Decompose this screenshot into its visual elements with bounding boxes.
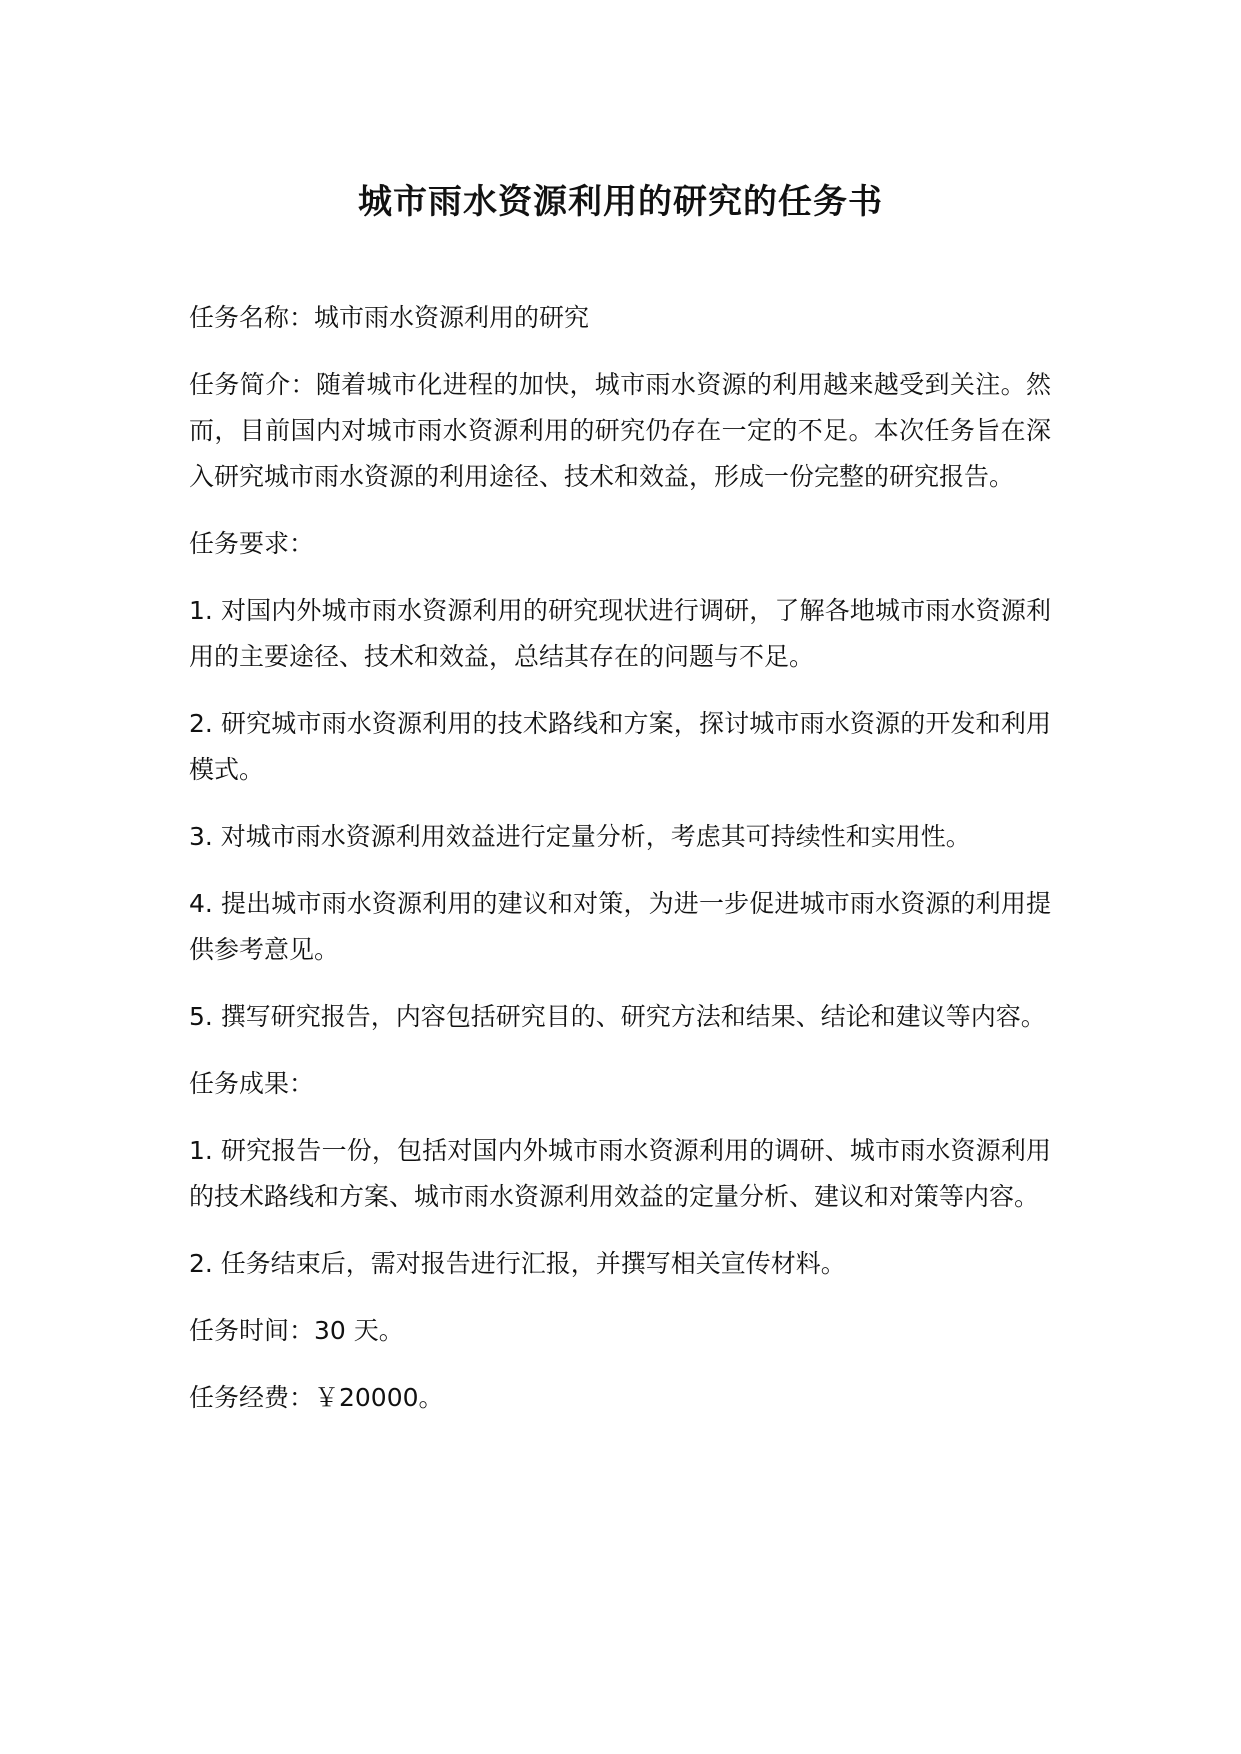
task-requirements-heading: 任务要求：: [189, 529, 315, 558]
task-time: 任务时间：30 天。: [189, 1316, 404, 1345]
requirement-item-3: 3. 对城市雨水资源利用效益进行定量分析，考虑其可持续性和实用性。: [189, 822, 971, 851]
document-body: [189, 295, 1051, 1442]
requirement-item-1: 1. 对国内外城市雨水资源利用的研究现状进行调研，了解各地城市雨水资源利用的主要途径、技术和效益，总结其存在的问题与不足。: [189, 596, 1051, 671]
requirement-item-2: 2. 研究城市雨水资源利用的技术路线和方案，探讨城市雨水资源的开发和利用模式。: [189, 709, 1051, 784]
result-item-2: 2. 任务结束后，需对报告进行汇报，并撰写相关宣传材料。: [189, 1249, 846, 1278]
task-budget: 任务经费：￥20000。: [189, 1383, 444, 1412]
requirement-item-5: 5. 撰写研究报告，内容包括研究目的、研究方法和结果、结论和建议等内容。: [189, 1002, 1046, 1031]
result-item-1: 1. 研究报告一份，包括对国内外城市雨水资源利用的调研、城市雨水资源利用的技术路线和方案、城市雨水资源利用效益的定量分析、建议和对策等内容。: [189, 1136, 1051, 1211]
task-results-heading: 任务成果：: [189, 1069, 315, 1098]
requirement-item-4: 4. 提出城市雨水资源利用的建议和对策，为进一步促进城市雨水资源的利用提供参考意见。: [189, 889, 1051, 964]
document-title: 城市雨水资源利用的研究的任务书: [358, 182, 883, 222]
task-summary: 任务简介：随着城市化进程的加快，城市雨水资源的利用越来越受到关注。然而，目前国内对城市雨水资源利用的研究仍存在一定的不足。本次任务旨在深入研究城市雨水资源的利用途径、技术和效益，形成一份完整的研究报告。: [189, 370, 1051, 491]
task-name: 任务名称：城市雨水资源利用的研究: [189, 303, 590, 332]
